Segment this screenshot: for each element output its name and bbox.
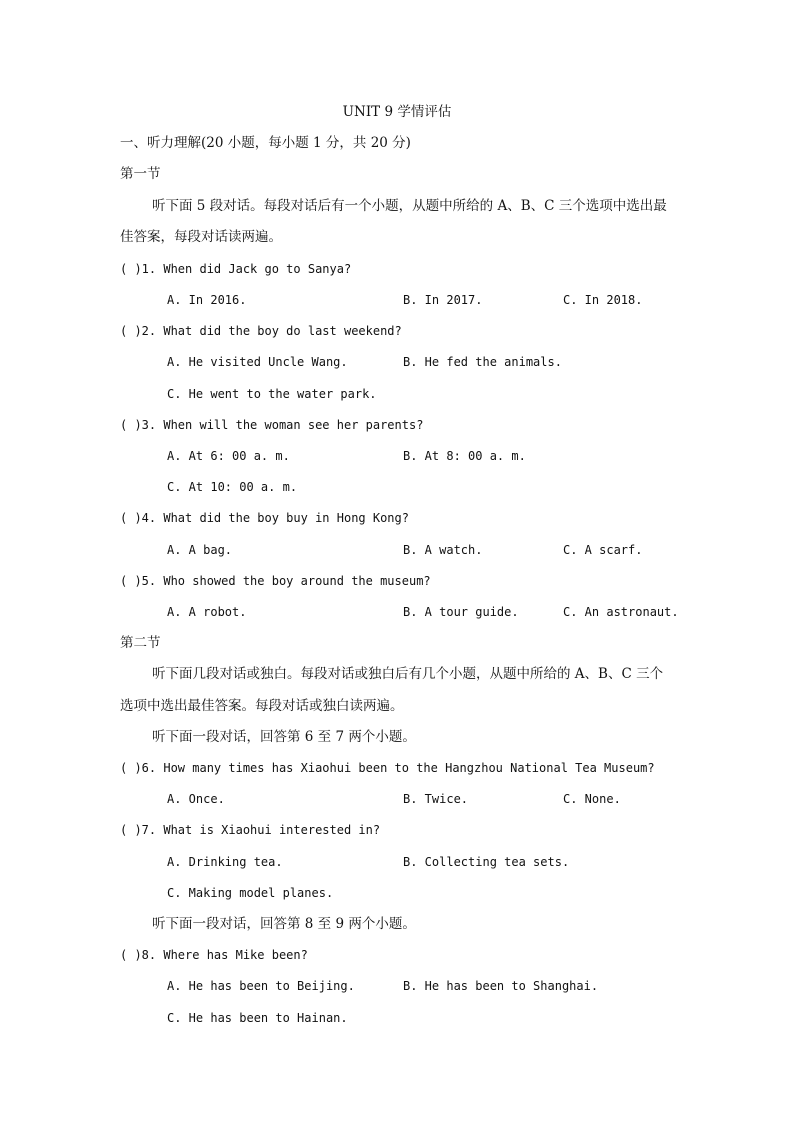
question-2-option-c: C. He went to the water park.: [167, 387, 377, 401]
question-3-option-a: A. At 6: 00 a. m.: [167, 449, 290, 463]
part2-sub-instruction-1: 听下面一段对话，回答第 6 至 7 两个小题。: [152, 729, 416, 745]
part1-instruction-line1: 听下面 5 段对话。每段对话后有一个小题，从题中所给的 A、B、C 三个选项中选出最: [152, 198, 667, 214]
question-6-option-c: C. None.: [563, 792, 621, 806]
part1-instruction-line2: 佳答案，每段对话读两遍。: [120, 229, 282, 245]
question-1-option-c: C. In 2018.: [563, 293, 643, 307]
part2-label: 第二节: [120, 635, 161, 651]
question-3-stem: ( )3. When will the woman see her parents?: [120, 418, 424, 432]
question-5-option-a: A. A robot.: [167, 605, 247, 619]
question-7-option-a: A. Drinking tea.: [167, 855, 283, 869]
part2-sub-instruction-2: 听下面一段对话，回答第 8 至 9 两个小题。: [152, 916, 416, 932]
question-8-option-b: B. He has been to Shanghai.: [403, 979, 599, 993]
question-7-option-b: B. Collecting tea sets.: [403, 855, 570, 869]
question-4-stem: ( )4. What did the boy buy in Hong Kong?: [120, 511, 409, 525]
question-1-stem: ( )1. When did Jack go to Sanya?: [120, 262, 352, 276]
question-8-stem: ( )8. Where has Mike been?: [120, 948, 308, 962]
question-2-option-a: A. He visited Uncle Wang.: [167, 355, 348, 369]
question-2-option-b: B. He fed the animals.: [403, 355, 562, 369]
part1-label: 第一节: [120, 166, 161, 182]
question-7-option-c: C. Making model planes.: [167, 886, 334, 900]
question-4-option-c: C. A scarf.: [563, 543, 643, 557]
question-6-stem: ( )6. How many times has Xiaohui been to the Hangzhou National Tea Museum?: [120, 761, 655, 775]
question-7-stem: ( )7. What is Xiaohui interested in?: [120, 823, 381, 837]
question-2-stem: ( )2. What did the boy do last weekend?: [120, 324, 402, 338]
question-1-option-b: B. In 2017.: [403, 293, 483, 307]
question-4-option-b: B. A watch.: [403, 543, 483, 557]
question-5-option-c: C. An astronaut.: [563, 605, 679, 619]
question-4-option-a: A. A bag.: [167, 543, 233, 557]
section-heading: 一、听力理解(20 小题，每小题 1 分，共 20 分): [120, 135, 411, 151]
question-6-option-a: A. Once.: [167, 792, 225, 806]
page-title: UNIT 9 学情评估: [342, 104, 452, 120]
question-8-option-a: A. He has been to Beijing.: [167, 979, 355, 993]
part2-instruction-line2: 选项中选出最佳答案。每段对话或独白读两遍。: [120, 698, 404, 714]
question-3-option-b: B. At 8: 00 a. m.: [403, 449, 526, 463]
question-3-option-c: C. At 10: 00 a. m.: [167, 480, 298, 494]
question-5-stem: ( )5. Who showed the boy around the museum?: [120, 574, 431, 588]
question-5-option-b: B. A tour guide.: [403, 605, 519, 619]
part2-instruction-line1: 听下面几段对话或独白。每段对话或独白后有几个小题，从题中所给的 A、B、C 三个: [152, 666, 664, 682]
question-1-option-a: A. In 2016.: [167, 293, 247, 307]
question-8-option-c: C. He has been to Hainan.: [167, 1011, 348, 1025]
question-6-option-b: B. Twice.: [403, 792, 469, 806]
